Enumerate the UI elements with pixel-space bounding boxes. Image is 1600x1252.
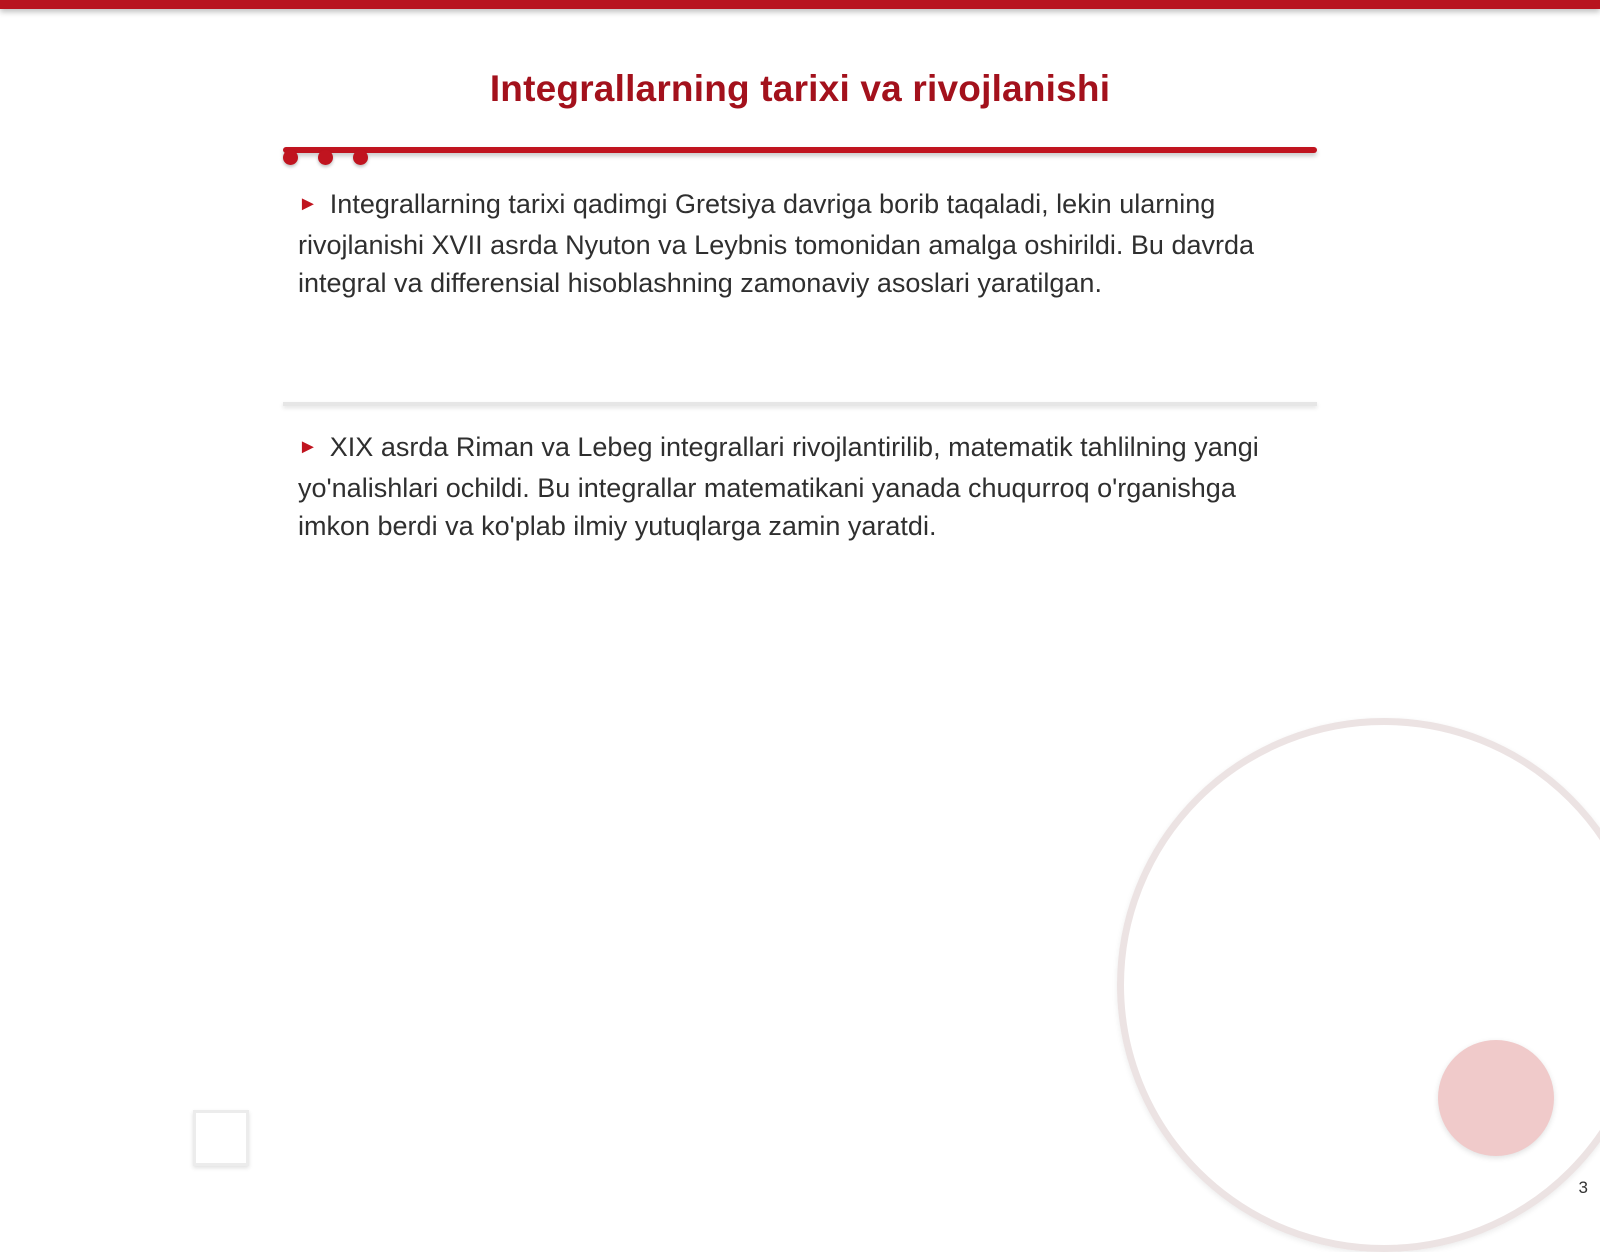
bullet-paragraph-2	[298, 428, 1298, 545]
slide-title: Integrallarning tarixi va rivojlanishi	[489, 68, 1111, 109]
decor-dot-1	[283, 150, 298, 165]
bullet-paragraph-1	[298, 185, 1298, 302]
paragraph-text: XIX asrda Riman va Lebeg integrallari rivojlantirilib, matematik tahlilning yangi yo'nalishlari ochildi. Bu integrallar matematikani yanada chuqurroq o'rganishga imkon berdi va ko'plab ilmiy yutuqlarga zamin yaratdi.	[298, 432, 1259, 541]
decor-square	[193, 1110, 249, 1166]
decor-pink-circle	[1438, 1040, 1554, 1156]
decor-dot-3	[353, 150, 368, 165]
section-divider	[283, 402, 1317, 406]
decor-dot-2	[318, 150, 333, 165]
title-underline	[283, 147, 1317, 153]
decor-ring	[1117, 718, 1600, 1252]
page-number: 3	[1578, 1178, 1588, 1197]
bullet-arrow-icon: ►	[298, 436, 318, 458]
paragraph-text: Integrallarning tarixi qadimgi Gretsiya davriga borib taqaladi, lekin ularning rivojlanishi XVII asrda Nyuton va Leybnis tomonidan amalga oshirildi. Bu davrda integral va differensial hisoblashning zamonaviy asoslari yaratilgan.	[298, 189, 1255, 298]
top-accent-bar	[0, 0, 1600, 9]
bullet-arrow-icon: ►	[298, 193, 318, 215]
